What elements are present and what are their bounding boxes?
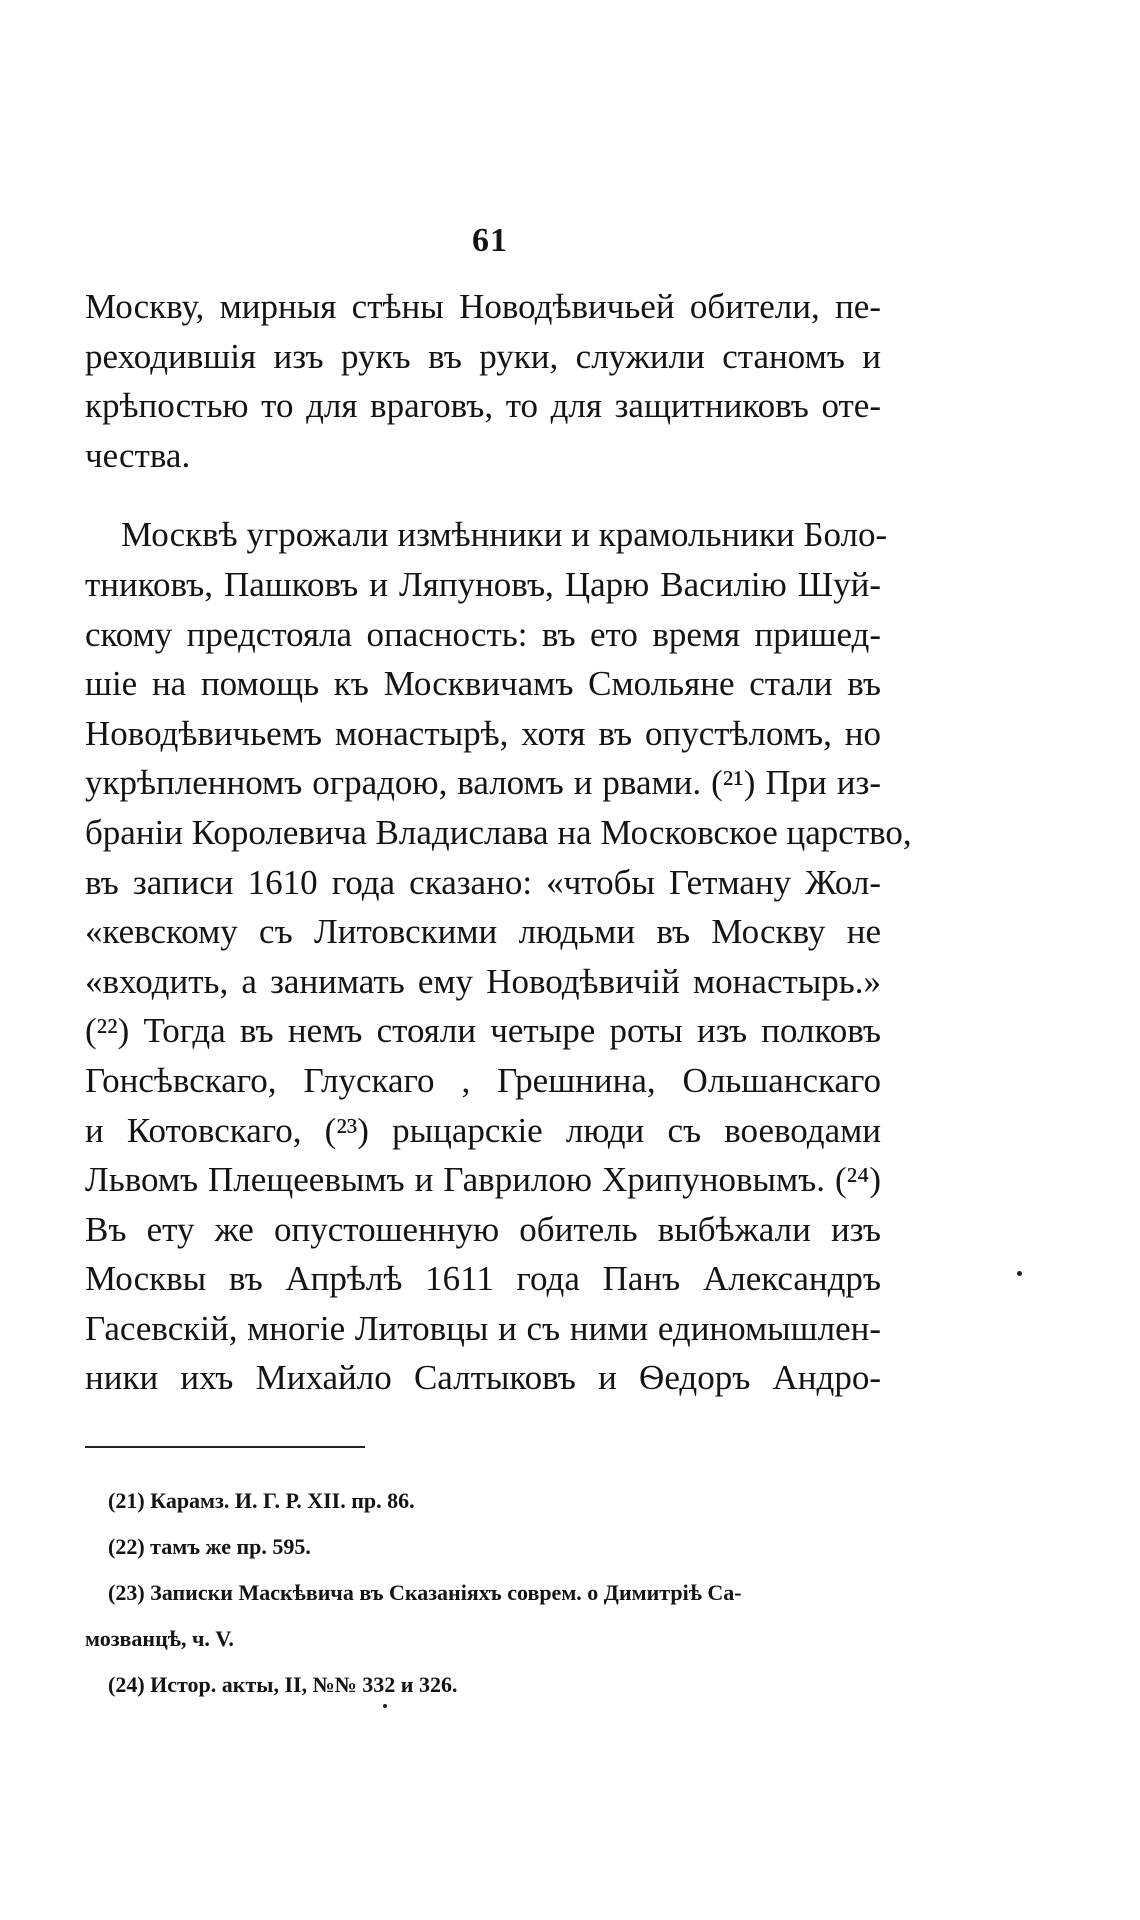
text-line: «кевскому съ Литовскими людьми въ Москву не bbox=[85, 912, 881, 952]
footnotes bbox=[85, 1478, 883, 1708]
text-line: Гонсѣвскаго, Глускаго , Грешнина, Ольшанскаго bbox=[85, 1060, 881, 1100]
text-line: Новодѣвичьемъ монастырѣ, хотя въ опустѣломъ, но bbox=[85, 713, 881, 753]
page-number: 61 bbox=[472, 222, 508, 259]
text-line: чества. bbox=[85, 435, 191, 475]
print-speck bbox=[1017, 1271, 1022, 1276]
text-line: (²²) Тогда въ немъ стояли четыре роты изъ полковъ bbox=[85, 1011, 881, 1051]
text-line: Въ ету же опустошенную обитель выбѣжали изъ bbox=[85, 1209, 881, 1249]
text-line: тниковъ, Пашковъ и Ляпуновъ, Царю Василію Шуй- bbox=[85, 564, 881, 604]
text-line: Львомъ Плещеевымъ и Гаврилою Хрипуновымъ. (²⁴) bbox=[85, 1160, 881, 1200]
footnote-23: (23) Записки Маскѣвича въ Сказаніяхъ соврем. о Димитріѣ Са- bbox=[108, 1580, 742, 1605]
footnote-22: (22) тамъ же пр. 595. bbox=[108, 1534, 311, 1559]
main-text bbox=[85, 282, 912, 1403]
text-line: ники ихъ Михайло Салтыковъ и Ѳедоръ Андро- bbox=[85, 1358, 881, 1398]
text-line: и Котовскаго, (²³) рыцарскіе люди съ воеводами bbox=[85, 1110, 881, 1150]
text-line: укрѣпленномъ оградою, валомъ и рвами. (²¹) При из- bbox=[85, 763, 881, 803]
text-line: браніи Королевича Владислава на Московское царство, bbox=[85, 812, 912, 852]
text-line: Москвы въ Апрѣлѣ 1611 года Панъ Александръ bbox=[85, 1259, 881, 1299]
text-line: въ записи 1610 года сказано: «чтобы Гетману Жол- bbox=[85, 862, 881, 902]
footnote-rule bbox=[85, 1446, 365, 1448]
footnote-21: (21) Карамз. И. Г. Р. XII. пр. 86. bbox=[108, 1488, 415, 1513]
paragraph-gap bbox=[85, 480, 881, 510]
text-line: шіе на помощь къ Москвичамъ Смольяне стали въ bbox=[85, 664, 881, 704]
text-line: Москвѣ угрожали измѣнники и крамольники Боло- bbox=[121, 515, 888, 555]
text-line: скому предстояла опасность: въ ето время пришед- bbox=[85, 614, 881, 654]
text-line: «входить, а занимать ему Новодѣвичій монастырь.» bbox=[85, 961, 881, 1001]
text-line: крѣпостью то для враговъ, то для защитниковъ оте- bbox=[85, 386, 881, 426]
footnote-23-continuation: мозванцѣ, ч. V. bbox=[85, 1626, 234, 1651]
text-line: Гасевскій, многіе Литовцы и съ ними единомышлен- bbox=[85, 1308, 881, 1348]
text-line: Москву, мирныя стѣны Новодѣвичьей обители, пе- bbox=[85, 287, 881, 326]
footnote-24: (24) Истор. акты, II, №№ 332 и 326. bbox=[108, 1672, 458, 1697]
print-speck bbox=[383, 1704, 387, 1708]
text-line: реходившія изъ рукъ въ руки, служили станомъ и bbox=[85, 336, 881, 376]
